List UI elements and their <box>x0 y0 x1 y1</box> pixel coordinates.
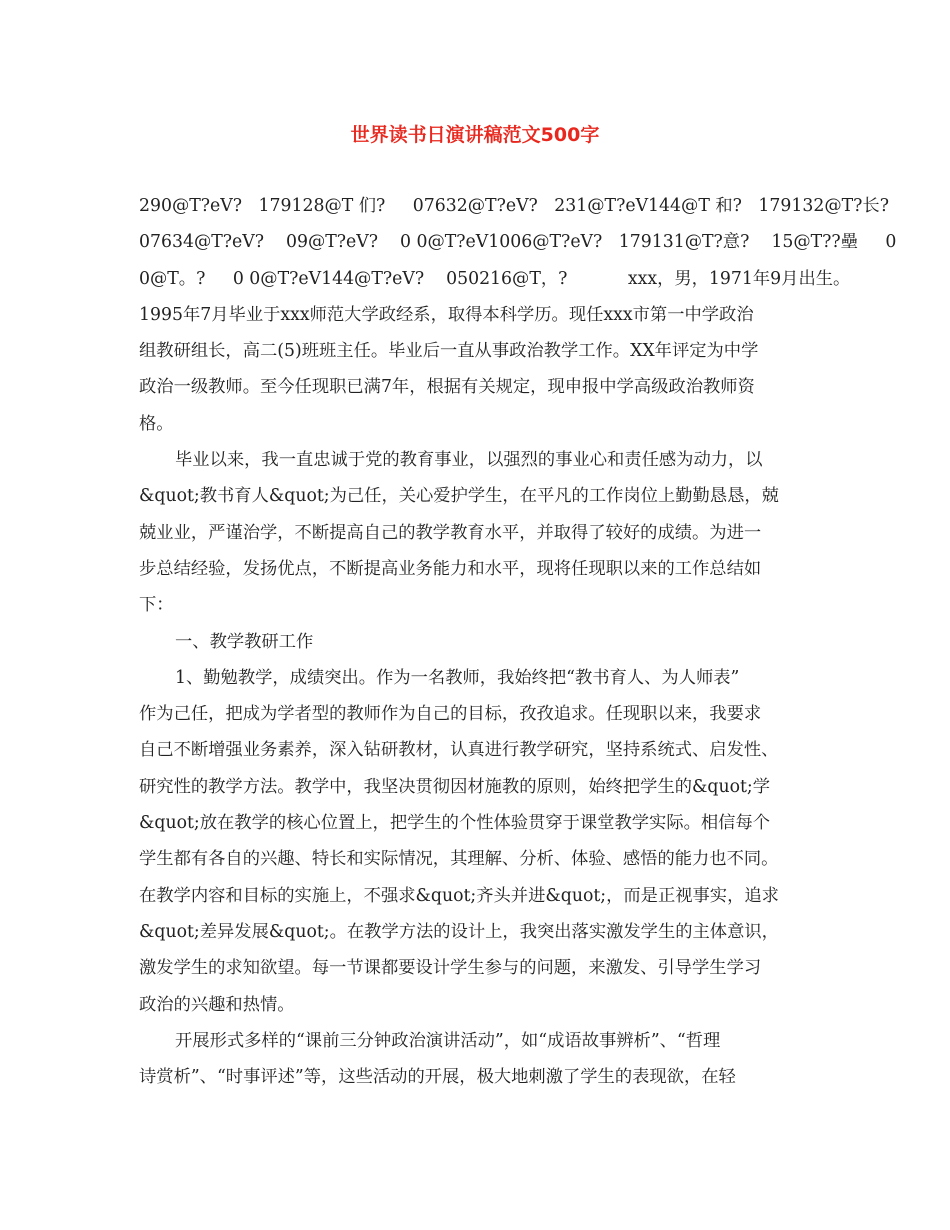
body-line: 政治一级教师。至今任现职已满7年，根据有关规定，现申报中学高级政治教师资 <box>139 377 755 398</box>
body-line: 步总结经验，发扬优点，不断提高业务能力和水平，现将任现职以来的工作总结如 <box>139 558 762 579</box>
document-body <box>139 188 897 1095</box>
body-line: 兢业业，严谨治学，不断提高自己的教学教育水平，并取得了较好的成绩。为进一 <box>139 522 762 543</box>
body-line: 自己不断增强业务素养，深入钻研教材，认真进行教学研究，坚持系统式、启发性、 <box>139 740 779 761</box>
body-line: 格。 <box>139 413 174 434</box>
body-line: &quot;放在教学的核心位置上，把学生的个性体验贯穿于课堂教学实际。相信每个 <box>139 813 771 834</box>
body-line: 0@T。? 0 0@T?eV144@T?eV? 050216@T，? xxx，男，1971年9月出生。 <box>139 268 851 289</box>
body-line: &quot;差异发展&quot;。在教学方法的设计上，我突出落实激发学生的主体意识， <box>139 921 779 942</box>
document-title: 世界读书日演讲稿范文500字 <box>350 124 600 146</box>
body-line: 政治的兴趣和热情。 <box>139 994 295 1015</box>
body-line: 290@T?eV? 179128@T 们? 07632@T?eV? 231@T?eV144@T 和? 179132@T?长? <box>139 196 889 216</box>
body-line: 激发学生的求知欲望。每一节课都要设计学生参与的问题，来激发、引导学生学习 <box>139 958 762 979</box>
body-line: 学生都有各自的兴趣、特长和实际情况，其理解、分析、体验、感悟的能力也不同。 <box>139 849 779 870</box>
body-line: 组教研组长，高二(5)班班主任。毕业后一直从事政治教学工作。XX年评定为中学 <box>139 341 759 362</box>
body-line: &quot;教书育人&quot;为己任，关心爱护学生，在平凡的工作岗位上勤勤恳恳，兢 <box>139 486 779 507</box>
body-line: 研究性的教学方法。教学中，我坚决贯彻因材施教的原则，始终把学生的&quot;学 <box>139 776 771 797</box>
body-line: 在教学内容和目标的实施上，不强求&quot;齐头并进&quot;，而是正视事实，追求 <box>139 885 779 906</box>
section-heading: 一、教学教研工作 <box>175 631 314 652</box>
body-line: 作为己任，把成为学者型的教师作为自己的目标，孜孜追求。任现职以来，我要求 <box>139 704 762 725</box>
body-line: 1995年7月毕业于xxx师范大学政经系，取得本科学历。现任xxx市第一中学政治 <box>139 304 754 325</box>
body-line: 下： <box>139 595 174 616</box>
body-line: 诗赏析”、“时事评述”等，这些活动的开展，极大地刺激了学生的表现欲，在轻 <box>139 1067 736 1088</box>
body-line: 07634@T?eV? 09@T?eV? 0 0@T?eV1006@T?eV? 179131@T?意? 15@T??壘 0 <box>139 232 897 253</box>
paragraph-start-line: 开展形式多样的“课前三分钟政治演讲活动”，如“成语故事辨析”、“哲理 <box>175 1030 721 1051</box>
paragraph-start-line: 1、勤勉教学，成绩突出。作为一名教师，我始终把“教书育人、为人师表” <box>175 667 740 688</box>
paragraph-start-line: 毕业以来，我一直忠诚于党的教育事业，以强烈的事业心和责任感为动力，以 <box>175 450 763 471</box>
